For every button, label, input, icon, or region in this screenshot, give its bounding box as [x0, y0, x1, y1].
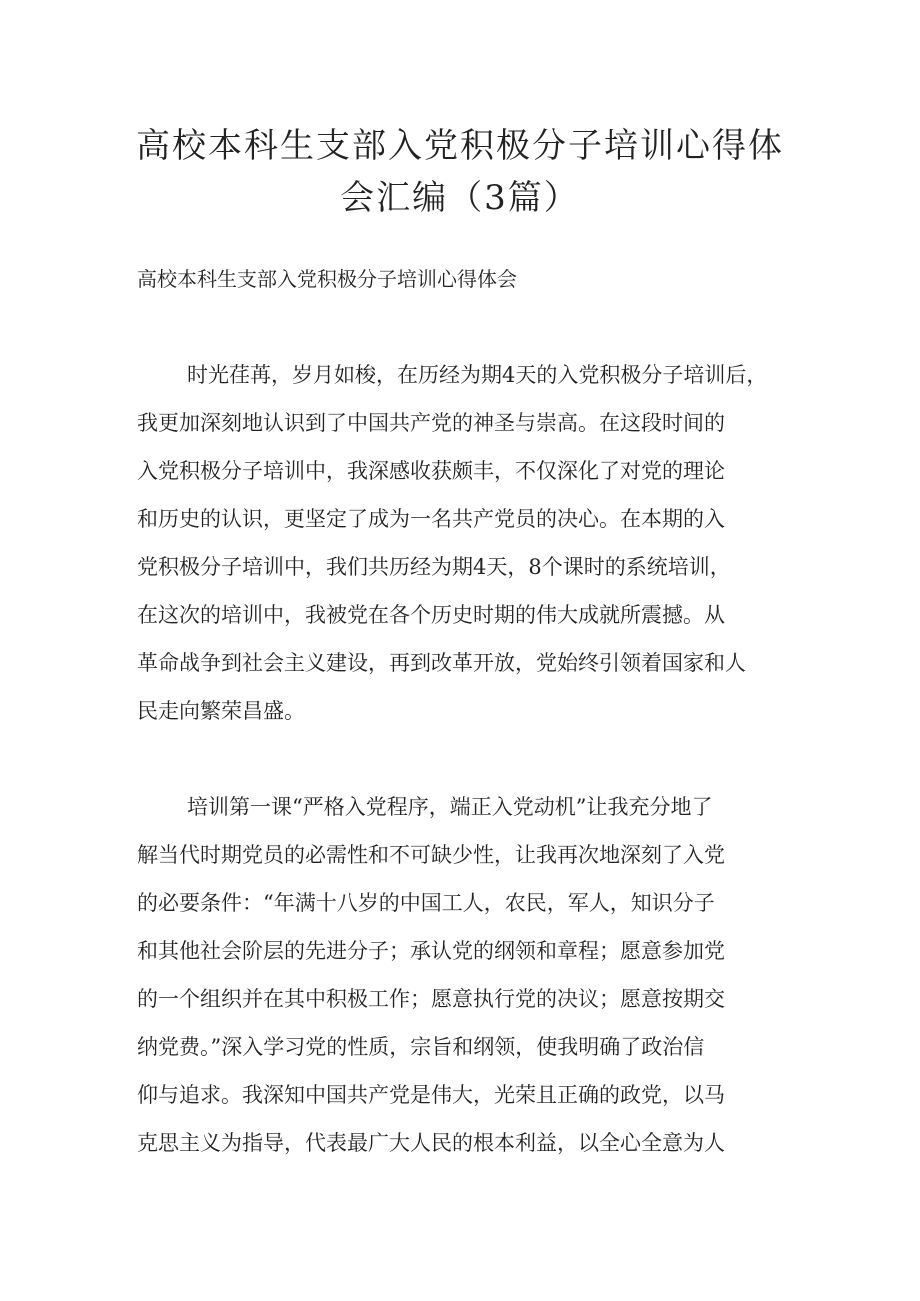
- article-subtitle: 高校本科生支部入党积极分子培训心得体会: [137, 267, 517, 291]
- paragraph-line: 革命战争到社会主义建设，再到改革开放，党始终引领着国家和人: [137, 651, 746, 675]
- paragraph-line: 纳党费。”深入学习党的性质，宗旨和纲领，使我明确了政治信: [137, 1035, 705, 1059]
- paragraph-line: 和历史的认识，更坚定了成为一名共产党员的决心。在本期的入: [137, 507, 725, 531]
- paragraph-line: 党积极分子培训中，我们共历经为期4天，8个课时的系统培训，: [137, 555, 731, 579]
- document-title-line-1: 高校本科生支部入党积极分子培训心得体: [136, 126, 784, 166]
- paragraph-line: 时光荏苒，岁月如梭，在历经为期4天的入党积极分子培训后，: [187, 363, 768, 387]
- paragraph-line: 和其他社会阶层的先进分子；承认党的纲领和章程；愿意参加党: [137, 939, 725, 963]
- paragraph-line: 在这次的培训中，我被党在各个历史时期的伟大成就所震撼。从: [137, 603, 725, 627]
- paragraph-line: 克思主义为指导，代表最广大人民的根本利益，以全心全意为人: [137, 1131, 725, 1155]
- paragraph-line: 的必要条件：“年满十八岁的中国工人，农民，军人，知识分子: [137, 891, 715, 915]
- document-title-line-2: 会汇编（3篇）: [340, 178, 580, 218]
- paragraph-line: 的一个组织并在其中积极工作；愿意执行党的决议；愿意按期交: [137, 987, 725, 1011]
- paragraph-line: 民走向繁荣昌盛。: [137, 699, 305, 723]
- paragraph-line: 仰与追求。我深知中国共产党是伟大，光荣且正确的政党，以马: [137, 1083, 725, 1107]
- paragraph-line: 入党积极分子培训中，我深感收获颇丰，不仅深化了对党的理论: [137, 459, 725, 483]
- paragraph-line: 我更加深刻地认识到了中国共产党的神圣与崇高。在这段时间的: [137, 411, 725, 435]
- paragraph-line: 解当代时期党员的必需性和不可缺少性，让我再次地深刻了入党: [137, 843, 725, 867]
- paragraph-line: 培训第一课“严格入党程序，端正入党动机”让我充分地了: [187, 795, 713, 819]
